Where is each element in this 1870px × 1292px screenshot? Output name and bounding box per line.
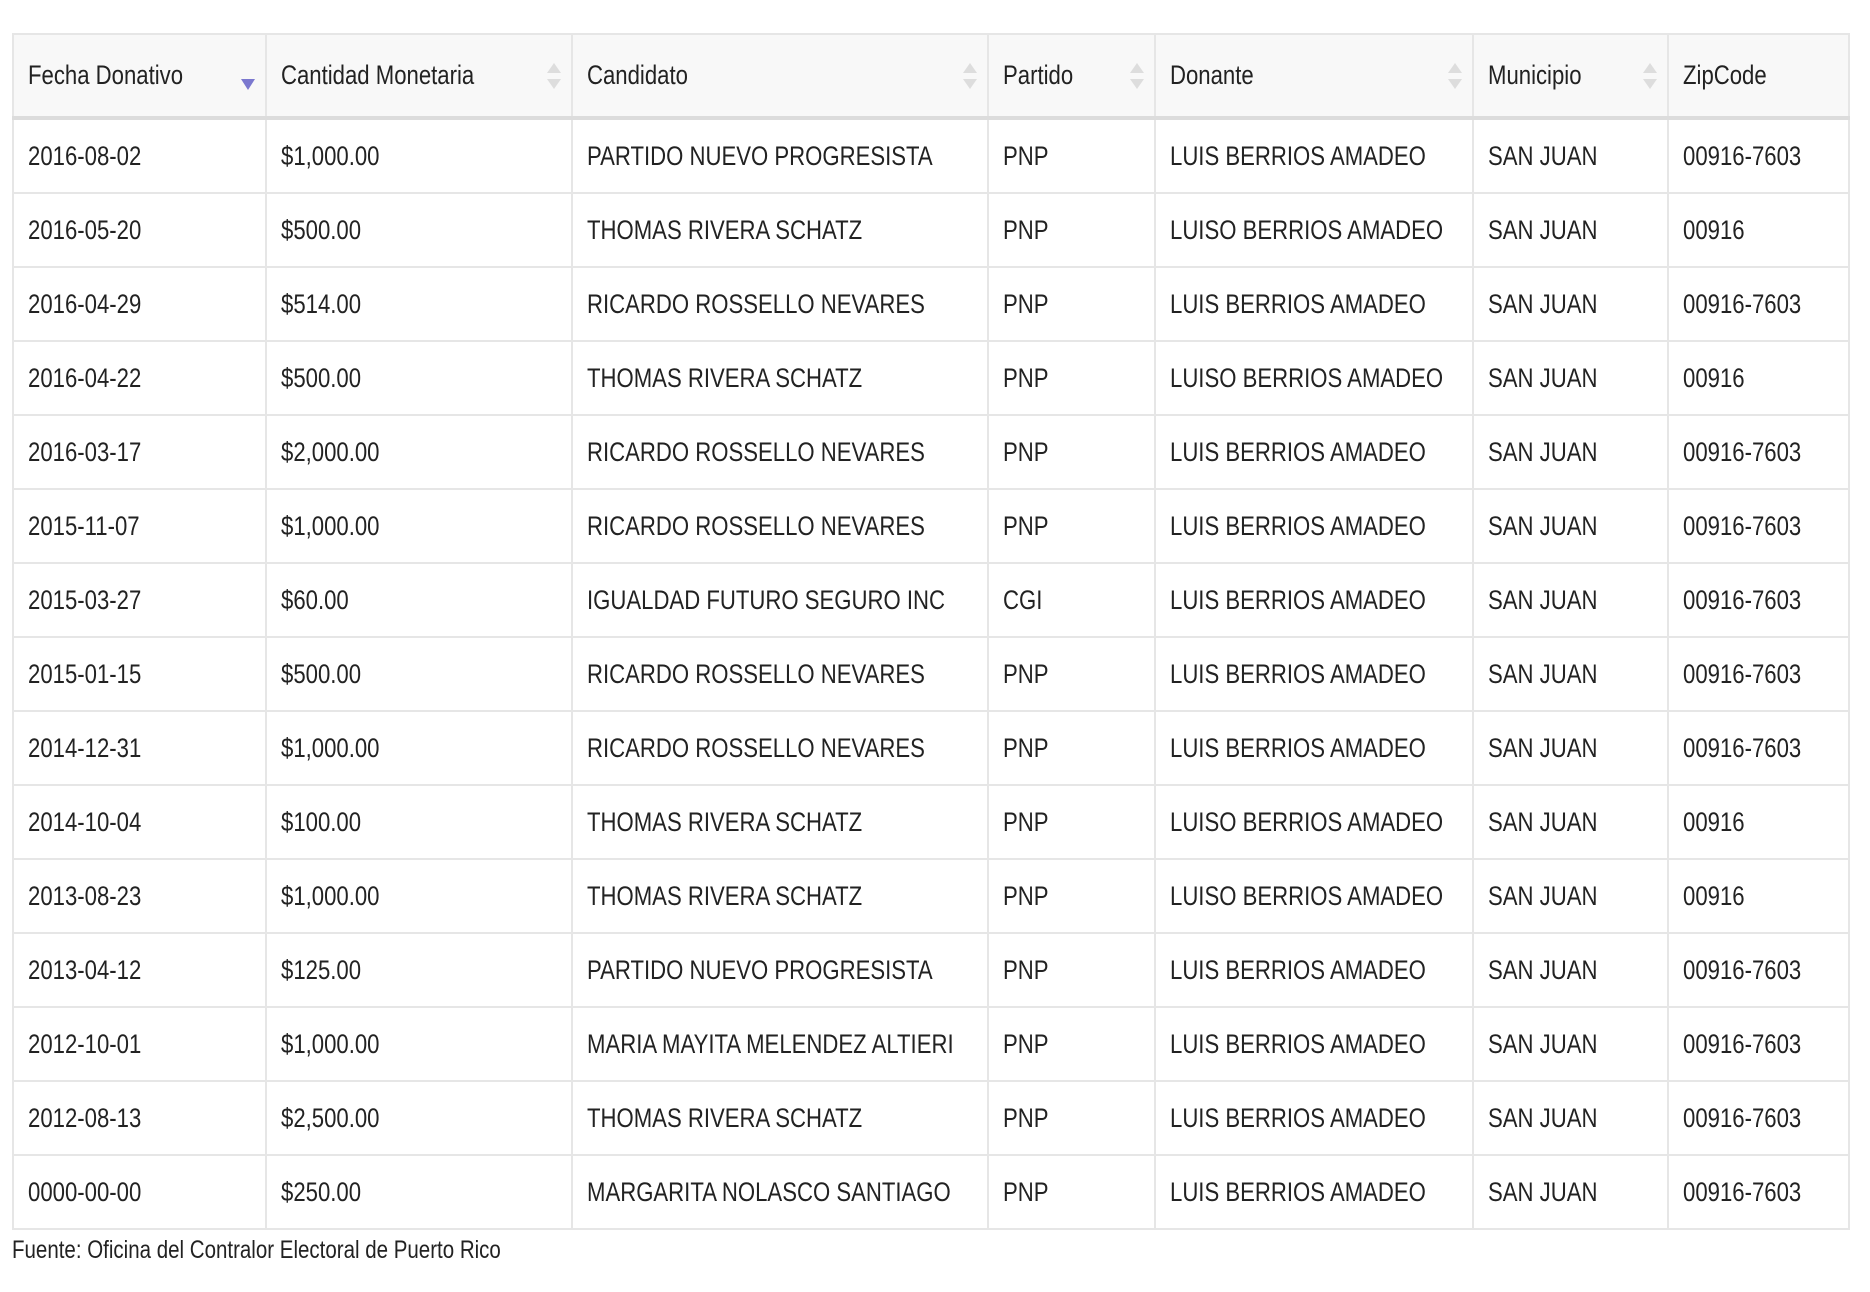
cell-value: LUIS BERRIOS AMADEO: [1170, 1102, 1426, 1133]
cell-donante: [1155, 785, 1473, 859]
cell-value: 2016-05-20: [28, 214, 142, 245]
cell-value: LUIS BERRIOS AMADEO: [1170, 584, 1426, 615]
cell-donante: [1155, 193, 1473, 267]
cell-value: 00916-7603: [1683, 1028, 1802, 1059]
cell-municipio: [1473, 859, 1668, 933]
table-row: [13, 193, 1849, 267]
cell-municipio: [1473, 711, 1668, 785]
cell-value: LUIS BERRIOS AMADEO: [1170, 658, 1426, 689]
cell-candidato: [572, 859, 988, 933]
cell-value: LUISO BERRIOS AMADEO: [1170, 880, 1444, 911]
cell-candidato: [572, 711, 988, 785]
cell-value: THOMAS RIVERA SCHATZ: [587, 214, 863, 245]
cell-value: 00916-7603: [1683, 954, 1802, 985]
cell-value: $2,000.00: [281, 436, 380, 467]
column-header-label: Cantidad Monetaria: [281, 60, 475, 90]
cell-value: SAN JUAN: [1488, 436, 1598, 467]
cell-value: 0000-00-00: [28, 1176, 142, 1207]
cell-candidato: [572, 193, 988, 267]
cell-value: SAN JUAN: [1488, 510, 1598, 541]
cell-value: LUIS BERRIOS AMADEO: [1170, 510, 1426, 541]
cell-value: SAN JUAN: [1488, 1176, 1598, 1207]
cell-cantidad-monetaria: [266, 1155, 572, 1229]
cell-value: $500.00: [281, 214, 362, 245]
cell-partido: [988, 563, 1155, 637]
cell-candidato: [572, 1155, 988, 1229]
cell-value: SAN JUAN: [1488, 362, 1598, 393]
cell-value: SAN JUAN: [1488, 584, 1598, 615]
table-body: [13, 118, 1849, 1229]
cell-cantidad-monetaria: [266, 193, 572, 267]
cell-partido: [988, 1007, 1155, 1081]
cell-value: 00916-7603: [1683, 1176, 1802, 1207]
cell-value: 2013-08-23: [28, 880, 142, 911]
cell-zipcode: [1668, 1155, 1849, 1229]
cell-fecha-donativo: [13, 489, 266, 563]
cell-cantidad-monetaria: [266, 415, 572, 489]
table-row: [13, 785, 1849, 859]
cell-value: IGUALDAD FUTURO SEGURO INC: [587, 584, 945, 615]
cell-value: LUIS BERRIOS AMADEO: [1170, 436, 1426, 467]
cell-value: THOMAS RIVERA SCHATZ: [587, 880, 863, 911]
cell-cantidad-monetaria: [266, 563, 572, 637]
cell-cantidad-monetaria: [266, 933, 572, 1007]
cell-value: SAN JUAN: [1488, 880, 1598, 911]
cell-fecha-donativo: [13, 933, 266, 1007]
cell-donante: [1155, 267, 1473, 341]
cell-fecha-donativo: [13, 1155, 266, 1229]
table-row: [13, 341, 1849, 415]
cell-municipio: [1473, 267, 1668, 341]
cell-value: LUISO BERRIOS AMADEO: [1170, 214, 1444, 245]
cell-candidato: [572, 118, 988, 193]
cell-value: LUIS BERRIOS AMADEO: [1170, 732, 1426, 763]
table-row: [13, 1155, 1849, 1229]
cell-value: $500.00: [281, 362, 362, 393]
cell-fecha-donativo: [13, 711, 266, 785]
cell-cantidad-monetaria: [266, 859, 572, 933]
cell-donante: [1155, 341, 1473, 415]
cell-donante: [1155, 859, 1473, 933]
cell-value: SAN JUAN: [1488, 214, 1598, 245]
cell-municipio: [1473, 563, 1668, 637]
cell-value: $1,000.00: [281, 1028, 380, 1059]
cell-value: $1,000.00: [281, 732, 380, 763]
cell-partido: [988, 933, 1155, 1007]
cell-partido: [988, 118, 1155, 193]
cell-fecha-donativo: [13, 1081, 266, 1155]
sort-icon[interactable]: [1130, 61, 1144, 91]
column-header-municipio[interactable]: [1473, 34, 1668, 118]
cell-partido: [988, 1081, 1155, 1155]
cell-cantidad-monetaria: [266, 637, 572, 711]
column-header-candidato[interactable]: [572, 34, 988, 118]
cell-value: CGI: [1003, 584, 1043, 615]
cell-value: LUIS BERRIOS AMADEO: [1170, 140, 1426, 171]
cell-partido: [988, 489, 1155, 563]
cell-value: THOMAS RIVERA SCHATZ: [587, 806, 863, 837]
cell-zipcode: [1668, 933, 1849, 1007]
cell-zipcode: [1668, 563, 1849, 637]
cell-partido: [988, 341, 1155, 415]
cell-fecha-donativo: [13, 193, 266, 267]
cell-value: LUIS BERRIOS AMADEO: [1170, 1028, 1426, 1059]
cell-value: 00916: [1683, 362, 1745, 393]
cell-value: PNP: [1003, 288, 1049, 319]
cell-municipio: [1473, 1007, 1668, 1081]
sort-icon[interactable]: [963, 61, 977, 91]
cell-municipio: [1473, 341, 1668, 415]
cell-value: $1,000.00: [281, 140, 380, 171]
cell-candidato: [572, 489, 988, 563]
table-row: [13, 1007, 1849, 1081]
table-row: [13, 489, 1849, 563]
column-header-label: Municipio: [1488, 60, 1582, 90]
cell-value: PNP: [1003, 658, 1049, 689]
cell-fecha-donativo: [13, 785, 266, 859]
cell-value: $125.00: [281, 954, 362, 985]
cell-donante: [1155, 1155, 1473, 1229]
cell-municipio: [1473, 1081, 1668, 1155]
column-header-label: ZipCode: [1683, 60, 1767, 90]
cell-partido: [988, 785, 1155, 859]
column-header-label: Fecha Donativo: [28, 60, 184, 90]
cell-value: 2013-04-12: [28, 954, 142, 985]
cell-value: $514.00: [281, 288, 362, 319]
cell-value: SAN JUAN: [1488, 1028, 1598, 1059]
cell-value: 00916-7603: [1683, 510, 1802, 541]
cell-value: LUIS BERRIOS AMADEO: [1170, 954, 1426, 985]
sort-icon[interactable]: [1643, 61, 1657, 91]
cell-value: LUIS BERRIOS AMADEO: [1170, 288, 1426, 319]
cell-value: 00916-7603: [1683, 584, 1802, 615]
cell-value: PNP: [1003, 436, 1049, 467]
cell-value: 2016-04-22: [28, 362, 142, 393]
cell-zipcode: [1668, 859, 1849, 933]
cell-value: $60.00: [281, 584, 349, 615]
cell-donante: [1155, 933, 1473, 1007]
cell-partido: [988, 711, 1155, 785]
cell-fecha-donativo: [13, 341, 266, 415]
cell-value: 00916-7603: [1683, 1102, 1802, 1133]
cell-zipcode: [1668, 1081, 1849, 1155]
cell-candidato: [572, 563, 988, 637]
cell-value: 00916-7603: [1683, 436, 1802, 467]
cell-value: $2,500.00: [281, 1102, 380, 1133]
cell-partido: [988, 415, 1155, 489]
cell-municipio: [1473, 489, 1668, 563]
cell-candidato: [572, 1081, 988, 1155]
cell-donante: [1155, 563, 1473, 637]
cell-value: RICARDO ROSSELLO NEVARES: [587, 436, 925, 467]
cell-partido: [988, 1155, 1155, 1229]
cell-value: PNP: [1003, 880, 1049, 911]
cell-cantidad-monetaria: [266, 118, 572, 193]
cell-value: LUISO BERRIOS AMADEO: [1170, 806, 1444, 837]
table-row: [13, 933, 1849, 1007]
cell-value: PNP: [1003, 510, 1049, 541]
cell-cantidad-monetaria: [266, 267, 572, 341]
column-header-zipcode[interactable]: [1668, 34, 1849, 118]
cell-municipio: [1473, 637, 1668, 711]
cell-cantidad-monetaria: [266, 711, 572, 785]
cell-partido: [988, 193, 1155, 267]
cell-value: 00916-7603: [1683, 140, 1802, 171]
cell-value: PNP: [1003, 1176, 1049, 1207]
column-header-partido[interactable]: [988, 34, 1155, 118]
cell-zipcode: [1668, 341, 1849, 415]
cell-value: 2012-08-13: [28, 1102, 142, 1133]
table-row: [13, 118, 1849, 193]
cell-cantidad-monetaria: [266, 1007, 572, 1081]
cell-value: 2016-03-17: [28, 436, 142, 467]
cell-cantidad-monetaria: [266, 489, 572, 563]
header-row: [13, 34, 1849, 118]
cell-value: SAN JUAN: [1488, 658, 1598, 689]
table-row: [13, 267, 1849, 341]
cell-zipcode: [1668, 415, 1849, 489]
cell-municipio: [1473, 118, 1668, 193]
column-header-cantidad-monetaria[interactable]: [266, 34, 572, 118]
cell-value: PNP: [1003, 362, 1049, 393]
cell-cantidad-monetaria: [266, 785, 572, 859]
cell-donante: [1155, 415, 1473, 489]
cell-value: 2012-10-01: [28, 1028, 142, 1059]
cell-partido: [988, 637, 1155, 711]
cell-value: 2015-03-27: [28, 584, 142, 615]
cell-value: RICARDO ROSSELLO NEVARES: [587, 510, 925, 541]
cell-value: PNP: [1003, 214, 1049, 245]
cell-value: SAN JUAN: [1488, 288, 1598, 319]
cell-value: 00916: [1683, 880, 1745, 911]
cell-municipio: [1473, 933, 1668, 1007]
cell-zipcode: [1668, 193, 1849, 267]
cell-value: SAN JUAN: [1488, 1102, 1598, 1133]
cell-value: 2016-04-29: [28, 288, 142, 319]
sort-icon[interactable]: [547, 61, 561, 91]
cell-value: RICARDO ROSSELLO NEVARES: [587, 658, 925, 689]
sort-icon[interactable]: [1448, 61, 1462, 91]
cell-value: RICARDO ROSSELLO NEVARES: [587, 732, 925, 763]
cell-donante: [1155, 118, 1473, 193]
column-header-fecha-donativo[interactable]: [13, 34, 266, 118]
cell-candidato: [572, 341, 988, 415]
cell-candidato: [572, 785, 988, 859]
table-row: [13, 711, 1849, 785]
cell-value: $100.00: [281, 806, 362, 837]
cell-value: RICARDO ROSSELLO NEVARES: [587, 288, 925, 319]
cell-zipcode: [1668, 637, 1849, 711]
cell-value: 00916-7603: [1683, 288, 1802, 319]
table-row: [13, 415, 1849, 489]
table-header: [13, 34, 1849, 118]
cell-candidato: [572, 415, 988, 489]
source-note: Fuente: Oficina del Contralor Electoral de Puerto Rico: [12, 1236, 501, 1264]
cell-value: 2014-12-31: [28, 732, 142, 763]
cell-municipio: [1473, 193, 1668, 267]
cell-value: PNP: [1003, 1102, 1049, 1133]
cell-zipcode: [1668, 118, 1849, 193]
cell-value: MARGARITA NOLASCO SANTIAGO: [587, 1176, 951, 1207]
cell-value: SAN JUAN: [1488, 140, 1598, 171]
donations-table-container: [12, 33, 1848, 1230]
cell-fecha-donativo: [13, 118, 266, 193]
cell-fecha-donativo: [13, 415, 266, 489]
cell-value: PARTIDO NUEVO PROGRESISTA: [587, 140, 933, 171]
column-header-donante[interactable]: [1155, 34, 1473, 118]
cell-value: 00916-7603: [1683, 658, 1802, 689]
cell-partido: [988, 859, 1155, 933]
cell-value: PNP: [1003, 732, 1049, 763]
cell-donante: [1155, 489, 1473, 563]
column-header-label: Partido: [1003, 60, 1074, 90]
cell-value: LUISO BERRIOS AMADEO: [1170, 362, 1444, 393]
cell-partido: [988, 267, 1155, 341]
donations-table: [12, 33, 1850, 1230]
cell-value: PNP: [1003, 954, 1049, 985]
cell-value: $1,000.00: [281, 880, 380, 911]
cell-cantidad-monetaria: [266, 341, 572, 415]
cell-municipio: [1473, 415, 1668, 489]
cell-value: 00916: [1683, 806, 1745, 837]
cell-donante: [1155, 637, 1473, 711]
cell-value: SAN JUAN: [1488, 954, 1598, 985]
cell-value: 2016-08-02: [28, 140, 142, 171]
cell-value: 2014-10-04: [28, 806, 142, 837]
column-header-label: Candidato: [587, 60, 688, 90]
cell-value: PNP: [1003, 1028, 1049, 1059]
sort-descending-icon[interactable]: [241, 61, 255, 91]
cell-value: THOMAS RIVERA SCHATZ: [587, 1102, 863, 1133]
cell-donante: [1155, 1081, 1473, 1155]
cell-value: 2015-01-15: [28, 658, 142, 689]
cell-value: MARIA MAYITA MELENDEZ ALTIERI: [587, 1028, 954, 1059]
cell-cantidad-monetaria: [266, 1081, 572, 1155]
column-header-label: Donante: [1170, 60, 1254, 90]
cell-value: SAN JUAN: [1488, 806, 1598, 837]
cell-zipcode: [1668, 1007, 1849, 1081]
cell-municipio: [1473, 1155, 1668, 1229]
cell-zipcode: [1668, 711, 1849, 785]
table-row: [13, 637, 1849, 711]
cell-value: 00916: [1683, 214, 1745, 245]
cell-value: PARTIDO NUEVO PROGRESISTA: [587, 954, 933, 985]
cell-fecha-donativo: [13, 563, 266, 637]
cell-fecha-donativo: [13, 267, 266, 341]
cell-value: THOMAS RIVERA SCHATZ: [587, 362, 863, 393]
cell-fecha-donativo: [13, 859, 266, 933]
cell-municipio: [1473, 785, 1668, 859]
cell-value: SAN JUAN: [1488, 732, 1598, 763]
table-row: [13, 563, 1849, 637]
cell-value: $500.00: [281, 658, 362, 689]
cell-value: PNP: [1003, 806, 1049, 837]
cell-value: 2015-11-07: [28, 510, 140, 541]
cell-donante: [1155, 711, 1473, 785]
cell-value: LUIS BERRIOS AMADEO: [1170, 1176, 1426, 1207]
cell-candidato: [572, 267, 988, 341]
cell-zipcode: [1668, 785, 1849, 859]
cell-donante: [1155, 1007, 1473, 1081]
cell-candidato: [572, 637, 988, 711]
cell-value: 00916-7603: [1683, 732, 1802, 763]
cell-candidato: [572, 933, 988, 1007]
cell-value: $1,000.00: [281, 510, 380, 541]
cell-fecha-donativo: [13, 637, 266, 711]
cell-zipcode: [1668, 267, 1849, 341]
table-row: [13, 1081, 1849, 1155]
cell-candidato: [572, 1007, 988, 1081]
cell-zipcode: [1668, 489, 1849, 563]
table-row: [13, 859, 1849, 933]
cell-value: $250.00: [281, 1176, 362, 1207]
cell-fecha-donativo: [13, 1007, 266, 1081]
cell-value: PNP: [1003, 140, 1049, 171]
